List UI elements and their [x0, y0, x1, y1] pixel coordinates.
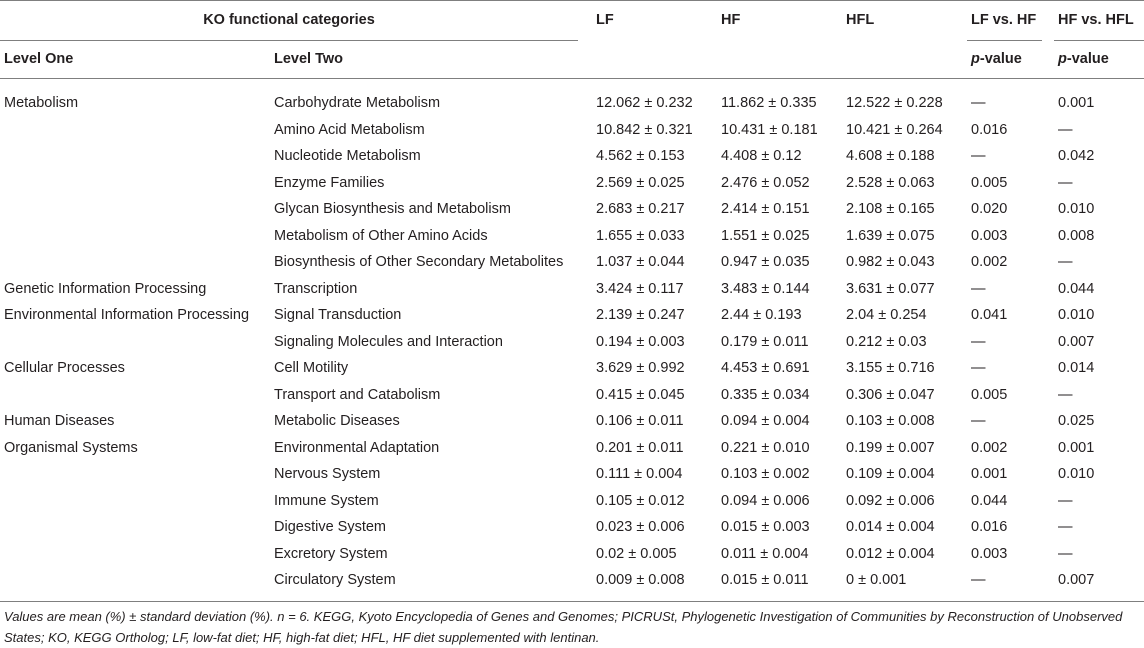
cell-p-lf-hf: 0.003 [971, 545, 1008, 562]
cell-lf: 3.424 ± 0.117 [596, 280, 684, 297]
table-footnote [4, 606, 1140, 648]
cell-p-hf-hfl: 0.001 [1058, 95, 1095, 111]
cell-lf: 0.105 ± 0.012 [596, 492, 685, 509]
cell-hf: 2.414 ± 0.151 [721, 201, 810, 217]
cell-lf: 2.569 ± 0.025 [596, 174, 685, 191]
cell-hfl: 0.012 ± 0.004 [846, 545, 935, 562]
value-suffix: -value [1066, 51, 1109, 67]
cell-hf: 0.947 ± 0.035 [721, 254, 810, 270]
cell-hfl: 2.04 ± 0.254 [846, 307, 927, 323]
header-lf: LF [596, 12, 614, 28]
cell-lf: 0.106 ± 0.011 [596, 413, 684, 429]
cell-hf: 0.015 ± 0.003 [721, 519, 810, 535]
cell-p-hf-hfl: — [1058, 519, 1073, 535]
p-letter: p [1058, 51, 1067, 67]
top-rule [0, 0, 1144, 1]
cell-p-lf-hf: 0.003 [971, 227, 1008, 244]
cell-hfl: 0.109 ± 0.004 [846, 466, 935, 482]
category-underline [0, 40, 578, 41]
cell-level-one: Organismal Systems [4, 439, 138, 456]
cell-hf: 0.011 ± 0.004 [721, 545, 809, 562]
cell-p-hf-hfl: — [1058, 386, 1073, 403]
cell-p-lf-hf: 0.002 [971, 254, 1008, 270]
header-level-one: Level One [4, 51, 74, 67]
cell-lf: 2.139 ± 0.247 [596, 307, 685, 323]
cell-p-hf-hfl: 0.025 [1058, 413, 1095, 429]
header-level-two: Level Two [274, 51, 344, 67]
cell-level-two: Signaling Molecules and Interaction [274, 333, 503, 350]
cell-p-lf-hf: 0.020 [971, 201, 1008, 217]
cell-hf: 2.44 ± 0.193 [721, 307, 802, 323]
cell-level-two: Transport and Catabolism [274, 386, 441, 403]
cell-level-two: Glycan Biosynthesis and Metabolism [274, 201, 511, 217]
header-hf-vs-hfl: HF vs. HFL [1058, 12, 1134, 28]
cell-lf: 0.009 ± 0.008 [596, 572, 685, 588]
cell-p-hf-hfl: 0.008 [1058, 227, 1095, 244]
cell-p-lf-hf: — [971, 572, 986, 588]
cell-p-lf-hf: — [971, 413, 986, 429]
cell-p-lf-hf: — [971, 95, 986, 111]
cell-p-lf-hf: 0.044 [971, 492, 1008, 509]
cell-level-two: Transcription [274, 280, 358, 297]
cell-p-lf-hf: 0.005 [971, 174, 1008, 191]
cell-hf: 0.179 ± 0.011 [721, 333, 809, 350]
cell-level-two: Nucleotide Metabolism [274, 148, 421, 164]
cell-p-hf-hfl: 0.007 [1058, 572, 1095, 588]
cell-lf: 0.02 ± 0.005 [596, 545, 677, 562]
footnote-n: n [277, 609, 285, 624]
cell-hf: 1.551 ± 0.025 [721, 227, 810, 244]
cell-level-two: Cell Motility [274, 360, 349, 376]
cell-p-lf-hf: 0.016 [971, 121, 1008, 138]
header-hf: HF [721, 12, 741, 28]
cell-lf: 4.562 ± 0.153 [596, 148, 685, 164]
cell-p-lf-hf: — [971, 333, 986, 350]
header-bottom-rule [0, 78, 1144, 79]
cell-p-lf-hf: — [971, 280, 986, 297]
cell-p-hf-hfl: 0.001 [1058, 439, 1095, 456]
header-p-value-hf-hfl [1058, 50, 1109, 68]
hfhfl-underline [1054, 40, 1144, 41]
cell-p-lf-hf: 0.001 [971, 466, 1008, 482]
value-suffix: -value [979, 51, 1022, 67]
cell-level-one: Human Diseases [4, 413, 115, 429]
cell-hf: 0.103 ± 0.002 [721, 466, 810, 482]
cell-hf: 4.453 ± 0.691 [721, 360, 810, 376]
table-bottom-rule [0, 601, 1144, 602]
cell-p-lf-hf: 0.041 [971, 307, 1008, 323]
header-lf-vs-hf: LF vs. HF [971, 12, 1037, 28]
cell-hf: 0.335 ± 0.034 [721, 386, 810, 403]
cell-level-two: Biosynthesis of Other Secondary Metabolites [274, 254, 564, 270]
cell-hf: 11.862 ± 0.335 [721, 95, 817, 111]
cell-hfl: 0.092 ± 0.006 [846, 492, 935, 509]
cell-level-two: Digestive System [274, 519, 387, 535]
cell-lf: 1.037 ± 0.044 [596, 254, 685, 270]
cell-p-hf-hfl: 0.044 [1058, 280, 1095, 297]
cell-lf: 0.415 ± 0.045 [596, 386, 685, 403]
cell-p-lf-hf: 0.002 [971, 439, 1008, 456]
cell-hfl: 0.199 ± 0.007 [846, 439, 935, 456]
cell-hfl: 0.014 ± 0.004 [846, 519, 935, 535]
cell-hfl: 0.982 ± 0.043 [846, 254, 935, 270]
cell-p-lf-hf: — [971, 360, 986, 376]
cell-hfl: 3.155 ± 0.716 [846, 360, 935, 376]
cell-p-hf-hfl: — [1058, 254, 1073, 270]
cell-hf: 0.015 ± 0.011 [721, 572, 809, 588]
cell-level-one: Environmental Information Processing [4, 307, 250, 323]
cell-hf: 0.221 ± 0.010 [721, 439, 810, 456]
cell-p-hf-hfl: 0.010 [1058, 307, 1095, 323]
cell-hfl: 0.103 ± 0.008 [846, 413, 935, 429]
cell-hfl: 2.528 ± 0.063 [846, 174, 935, 191]
footnote-part-1: Values are mean (%) ± standard deviation (%). [4, 609, 278, 624]
cell-hfl: 10.421 ± 0.264 [846, 121, 943, 138]
cell-level-two: Carbohydrate Metabolism [274, 95, 441, 111]
cell-p-hf-hfl: — [1058, 545, 1073, 562]
cell-level-one: Metabolism [4, 95, 79, 111]
cell-p-lf-hf: — [971, 148, 986, 164]
cell-level-two: Metabolic Diseases [274, 413, 400, 429]
cell-level-two: Nervous System [274, 466, 381, 482]
cell-level-two: Enzyme Families [274, 174, 385, 191]
cell-level-two: Immune System [274, 492, 379, 509]
cell-hfl: 3.631 ± 0.077 [846, 280, 935, 297]
cell-hf: 3.483 ± 0.144 [721, 280, 810, 297]
cell-hf: 10.431 ± 0.181 [721, 121, 818, 138]
cell-level-one: Cellular Processes [4, 360, 125, 376]
cell-lf: 10.842 ± 0.321 [596, 121, 693, 138]
cell-level-two: Signal Transduction [274, 307, 402, 323]
cell-p-hf-hfl: 0.014 [1058, 360, 1095, 376]
header-ko-categories: KO functional categories [203, 12, 375, 28]
cell-p-hf-hfl: 0.010 [1058, 201, 1095, 217]
cell-hfl: 0.212 ± 0.03 [846, 333, 927, 350]
cell-hf: 4.408 ± 0.12 [721, 148, 802, 164]
cell-level-two: Environmental Adaptation [274, 439, 440, 456]
cell-lf: 0.111 ± 0.004 [596, 466, 683, 482]
header-hfl: HFL [846, 12, 875, 28]
cell-hfl: 2.108 ± 0.165 [846, 201, 935, 217]
cell-hf: 2.476 ± 0.052 [721, 174, 810, 191]
cell-p-lf-hf: 0.005 [971, 386, 1008, 403]
cell-hfl: 4.608 ± 0.188 [846, 148, 935, 164]
header-p-value-lf-hf [971, 50, 1022, 68]
cell-p-hf-hfl: — [1058, 174, 1073, 191]
lfhf-underline [967, 40, 1042, 41]
cell-level-two: Metabolism of Other Amino Acids [274, 227, 488, 244]
cell-lf: 2.683 ± 0.217 [596, 201, 685, 217]
cell-p-lf-hf: 0.016 [971, 519, 1008, 535]
cell-level-two: Amino Acid Metabolism [274, 121, 425, 138]
cell-lf: 12.062 ± 0.232 [596, 95, 693, 111]
cell-p-hf-hfl: — [1058, 492, 1073, 509]
cell-lf: 1.655 ± 0.033 [596, 227, 685, 244]
cell-level-two: Circulatory System [274, 572, 396, 588]
cell-p-hf-hfl: — [1058, 121, 1073, 138]
cell-p-hf-hfl: 0.010 [1058, 466, 1095, 482]
cell-p-hf-hfl: 0.007 [1058, 333, 1095, 350]
cell-lf: 0.023 ± 0.006 [596, 519, 685, 535]
p-letter: p [971, 51, 980, 67]
cell-hfl: 1.639 ± 0.075 [846, 227, 935, 244]
cell-lf: 3.629 ± 0.992 [596, 360, 685, 376]
cell-level-two: Excretory System [274, 545, 388, 562]
cell-lf: 0.194 ± 0.003 [596, 333, 685, 350]
cell-hfl: 0 ± 0.001 [846, 572, 907, 588]
cell-lf: 0.201 ± 0.011 [596, 439, 684, 456]
cell-p-hf-hfl: 0.042 [1058, 148, 1095, 164]
cell-hfl: 12.522 ± 0.228 [846, 95, 943, 111]
cell-hf: 0.094 ± 0.006 [721, 492, 810, 509]
cell-hf: 0.094 ± 0.004 [721, 413, 810, 429]
footnote-part-2: = 6. KEGG, Kyoto Encyclopedia of Genes and Genomes; PICRUSt, Phylogenetic Investigation of Communities by Reconstruction of Unobserved States; KO, KEGG Ortholog; LF, low-fat diet; HF, high-fat diet; HFL, HF diet supplemented with lentinan. [4, 609, 1123, 645]
cell-hfl: 0.306 ± 0.047 [846, 386, 935, 403]
cell-level-one: Genetic Information Processing [4, 280, 207, 297]
